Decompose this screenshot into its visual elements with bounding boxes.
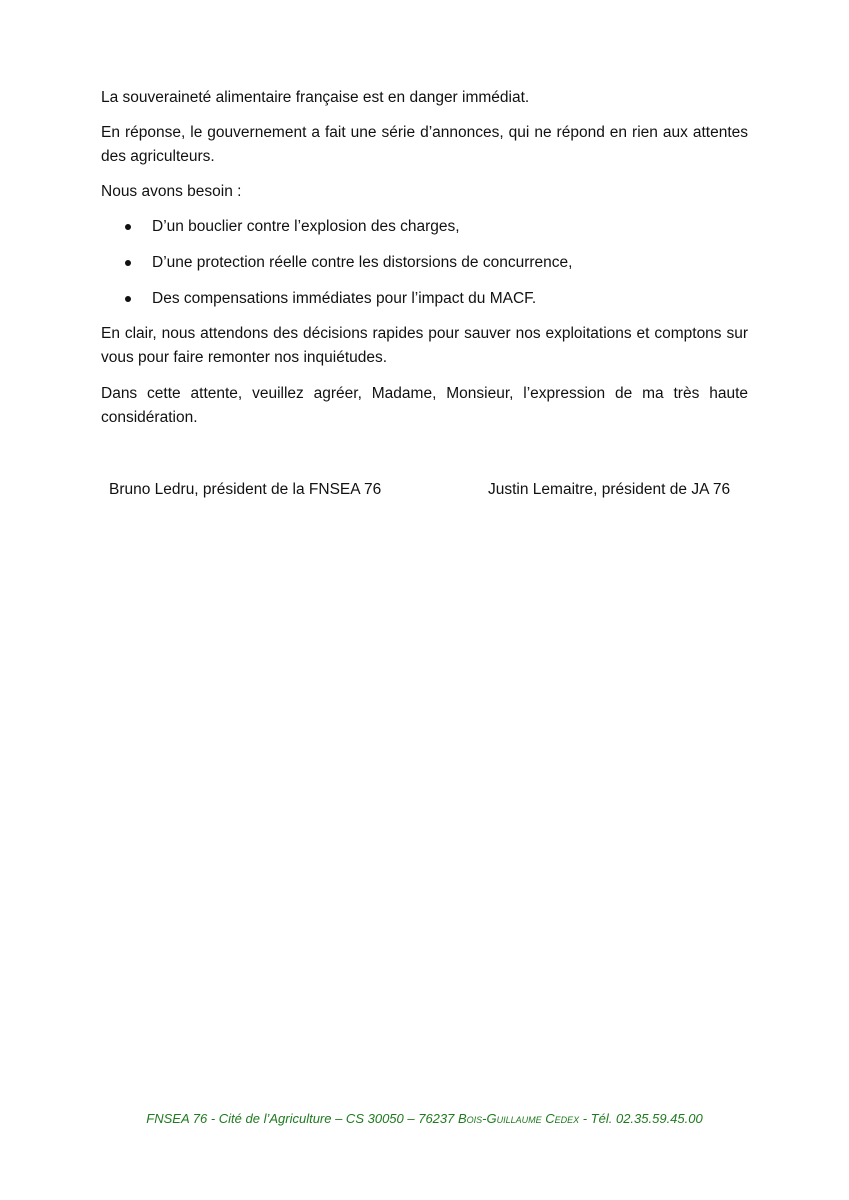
- footer-city: Bois-Guillaume Cedex: [457, 1111, 580, 1126]
- list-item-text: D’un bouclier contre l’explosion des charges,: [152, 218, 460, 235]
- needs-list: [101, 215, 748, 323]
- bullet-dot-icon: [125, 296, 131, 302]
- list-item-text: Des compensations immédiates pour l’impact du MACF.: [152, 290, 537, 307]
- list-item: [101, 287, 748, 323]
- signature-ja: Justin Lemaitre, président de JA 76: [488, 481, 731, 498]
- list-item: [101, 215, 748, 251]
- paragraph-closing: Dans cette attente, veuillez agréer, Madame, Monsieur, l’expression de ma très haute considération.: [101, 385, 748, 426]
- signature-fnsea: Bruno Ledru, président de la FNSEA 76: [109, 481, 382, 498]
- paragraph-needs-intro: Nous avons besoin :: [101, 183, 242, 200]
- footer-address: FNSEA 76 - Cité de l’Agriculture – CS 30050 – 76237: [146, 1111, 458, 1126]
- bullet-dot-icon: [125, 224, 131, 230]
- list-item: [101, 251, 748, 287]
- paragraph-government-response: En réponse, le gouvernement a fait une série d’annonces, qui ne répond en rien aux attentes des agriculteurs.: [101, 124, 748, 165]
- page-footer: [0, 1109, 849, 1129]
- list-item-text: D’une protection réelle contre les distorsions de concurrence,: [152, 254, 573, 271]
- paragraph-sovereignty: La souveraineté alimentaire française est en danger immédiat.: [101, 89, 530, 106]
- paragraph-clear-demand: En clair, nous attendons des décisions rapides pour sauver nos exploitations et comptons sur vous pour faire remonter nos inquiétudes.: [101, 325, 748, 366]
- footer-phone: - Tél. 02.35.59.45.00: [579, 1111, 703, 1126]
- bullet-dot-icon: [125, 260, 131, 266]
